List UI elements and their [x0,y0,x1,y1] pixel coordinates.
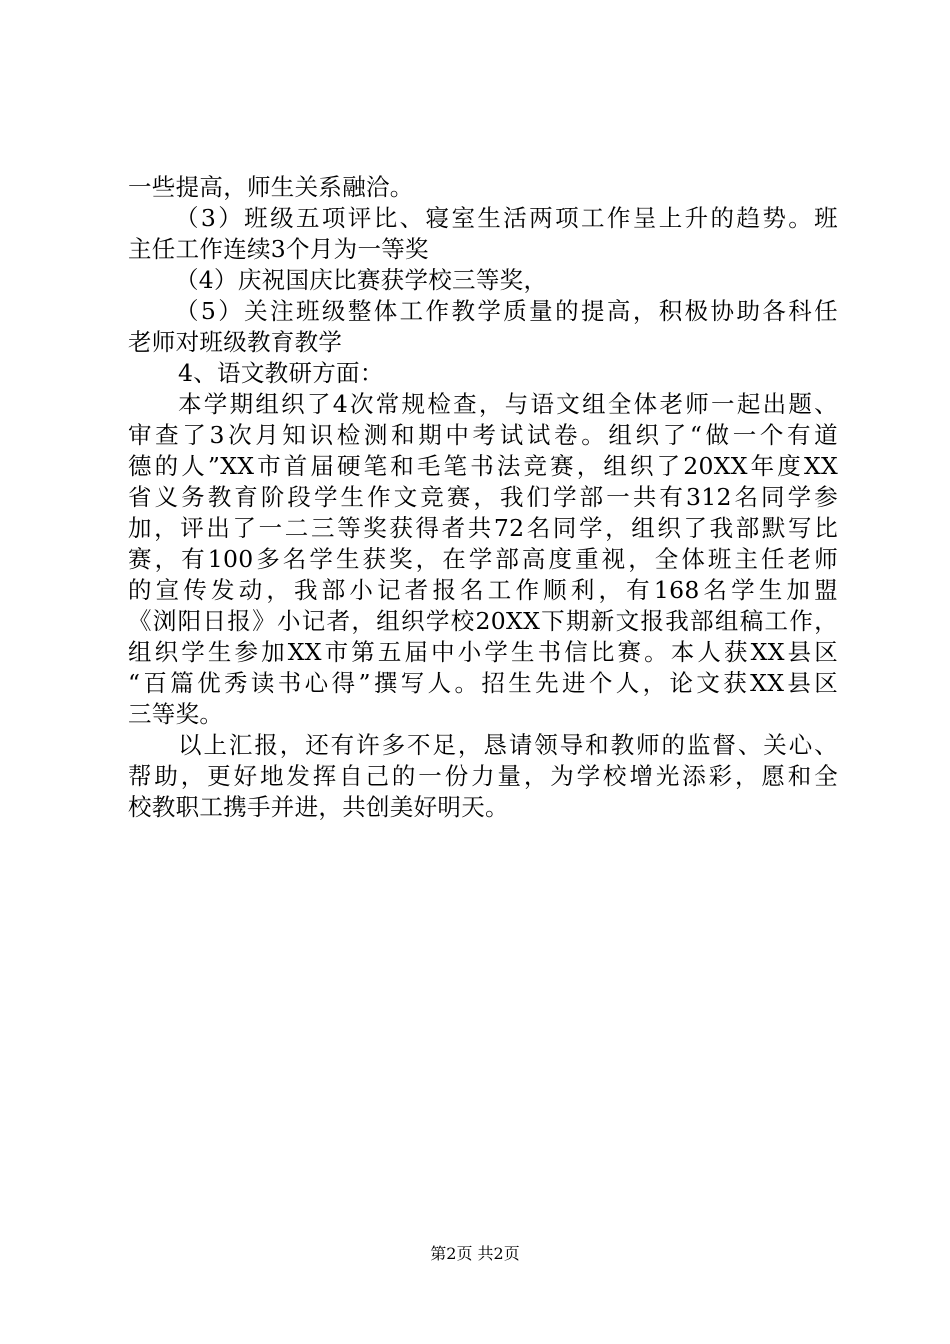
text-line: （3）班级五项评比、寝室生活两项工作呈上升的趋势。班 [175,204,838,232]
text-line: 以上汇报，还有许多不足，恳请领导和教师的监督、关心、 [178,731,838,759]
text-line: 组织学生参加XX市第五届中小学生书信比赛。本人获XX县区 [128,638,838,666]
section-heading: 4、语文教研方面： [178,359,384,387]
page-footer [0,1244,950,1264]
text-line: “百篇优秀读书心得”撰写人。招生先进个人，论文获XX县区 [128,669,838,697]
text-line: （5）关注班级整体工作教学质量的提高，积极协助各科任 [175,297,838,325]
text-line: 加，评出了一二三等奖获得者共72名同学，组织了我部默写比 [128,514,838,542]
text-line: （4）庆祝国庆比赛获学校三等奖， [175,266,548,294]
text-line: 德的人”XX市首届硬笔和毛笔书法竞赛，组织了20XX年度XX [128,452,838,480]
text-line: 三等奖。 [128,700,224,728]
text-line: 的宣传发动，我部小记者报名工作顺利，有168名学生加盟 [128,576,838,604]
text-line: 帮助，更好地发挥自己的一份力量，为学校增光添彩，愿和全 [128,762,838,790]
page-number-label: 第2页 共2页 [430,1244,520,1263]
text-line: 审查了3次月知识检测和期中考试试卷。组织了“做一个有道 [128,421,838,449]
text-line: 赛，有100多名学生获奖，在学部高度重视，全体班主任老师 [128,545,838,573]
text-line: 校教职工携手并进，共创美好明天。 [128,793,509,821]
text-line: 主任工作连续3个月为一等奖 [128,235,429,263]
text-line: 一些提高，师生关系融洽。 [128,173,414,201]
text-line: 《浏阳日报》小记者，组织学校20XX下期新文报我部组稿工作， [128,607,838,635]
text-line: 本学期组织了4次常规检查，与语文组全体老师一起出题、 [178,390,838,418]
document-body [128,172,838,823]
text-line: 省义务教育阶段学生作文竞赛，我们学部一共有312名同学参 [128,483,838,511]
text-line: 老师对班级教育教学 [128,328,343,356]
